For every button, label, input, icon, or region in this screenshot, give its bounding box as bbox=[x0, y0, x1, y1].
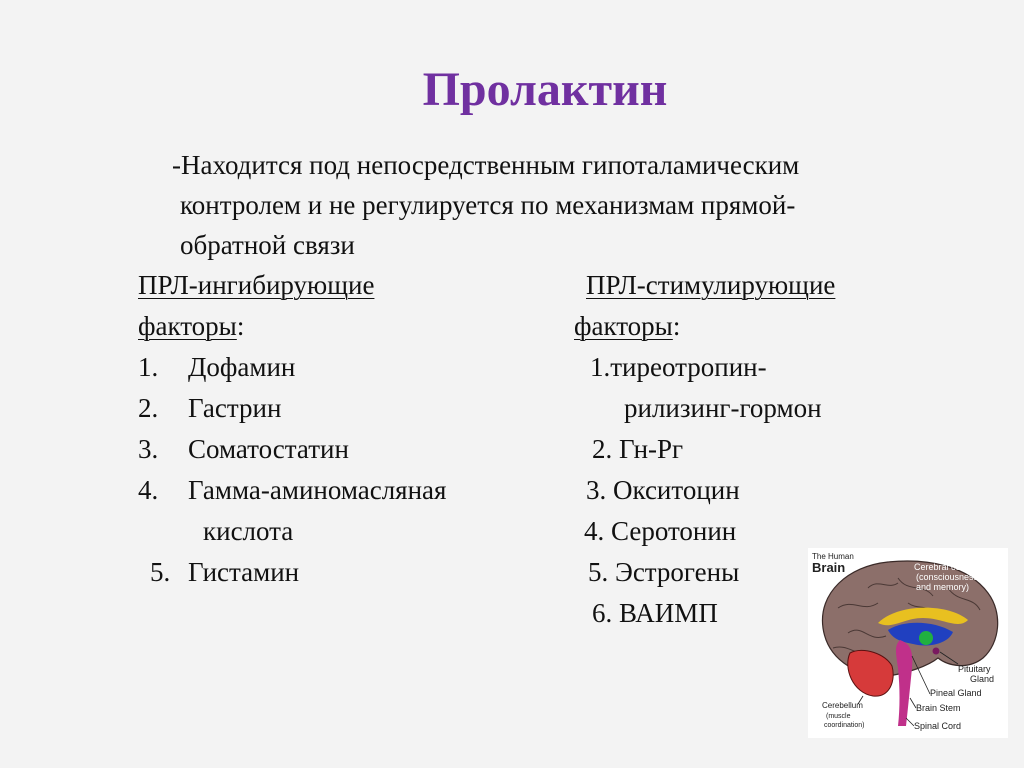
list-item: 4. Серотонин bbox=[584, 516, 737, 546]
brain-title-line2: Brain bbox=[812, 560, 846, 575]
list-item bbox=[138, 552, 446, 593]
inhibiting-heading-line1: ПРЛ-ингибирующие bbox=[138, 270, 375, 300]
inhibiting-heading-colon: : bbox=[236, 311, 245, 341]
label-pituitary-1: Pituitary bbox=[958, 664, 991, 674]
pituitary-shape bbox=[933, 648, 940, 655]
item-number: 3. bbox=[138, 434, 159, 464]
label-cerebellum-1: Cerebellum bbox=[822, 701, 863, 710]
label-brain-stem: Brain Stem bbox=[916, 703, 961, 713]
list-item bbox=[138, 347, 446, 388]
brain-diagram bbox=[808, 548, 1008, 738]
list-item: рилизинг-гормон bbox=[624, 393, 822, 423]
list-item bbox=[138, 511, 446, 552]
inhibiting-heading-line2: факторы bbox=[138, 311, 237, 341]
label-cortex-3: and memory) bbox=[916, 582, 970, 592]
intro-line-3: обратной связи bbox=[180, 230, 355, 260]
stimulating-heading-line1: ПРЛ-стимулирующие bbox=[586, 270, 836, 300]
slide-title: Пролактин bbox=[422, 63, 668, 116]
intro-line-1: -Находится под непосредственным гипоталамическим bbox=[172, 150, 800, 180]
list-item bbox=[138, 429, 446, 470]
item-text: Гамма-аминомасляная bbox=[188, 475, 447, 505]
stimulating-heading-colon: : bbox=[672, 311, 681, 341]
stimulating-heading-line2: факторы bbox=[574, 311, 673, 341]
list-item bbox=[138, 388, 446, 429]
stimulating-factors-list bbox=[574, 265, 836, 634]
brain-illustration bbox=[808, 548, 1008, 738]
intro-text bbox=[172, 145, 992, 265]
list-item: 1.тиреотропин- bbox=[590, 352, 767, 382]
item-text: Дофамин bbox=[188, 352, 296, 382]
item-number: 4. bbox=[138, 475, 159, 505]
label-cortex-2: (consciousness bbox=[916, 572, 979, 582]
list-item: 3. Окситоцин bbox=[586, 475, 740, 505]
inhibiting-factors-list bbox=[138, 265, 446, 593]
item-number: 2. bbox=[138, 393, 159, 423]
item-text: Соматостатин bbox=[188, 434, 349, 464]
label-pineal: Pineal Gland bbox=[930, 688, 982, 698]
item-text: кислота bbox=[203, 516, 294, 546]
brain-stem-shape bbox=[896, 640, 912, 726]
item-number: 1. bbox=[138, 352, 159, 382]
list-item: 6. ВАИМП bbox=[592, 598, 718, 628]
hypothalamus-shape bbox=[919, 631, 933, 645]
item-number: 5. bbox=[150, 557, 171, 587]
label-cerebellum-3: coordination) bbox=[824, 722, 865, 729]
label-cortex-1: Cerebral cortex bbox=[914, 562, 976, 572]
item-text: Гастрин bbox=[188, 393, 282, 423]
list-item: 2. Гн-Рг bbox=[592, 434, 684, 464]
label-pituitary-2: Gland bbox=[970, 674, 995, 684]
item-text: Гистамин bbox=[188, 557, 300, 587]
label-spinal-cord: Spinal Cord bbox=[914, 721, 962, 731]
list-item bbox=[138, 470, 446, 511]
brain-title-line1: The Human bbox=[812, 552, 854, 561]
intro-line-2: контролем и не регулируется по механизмам прямой- bbox=[180, 190, 796, 220]
list-item: 5. Эстрогены bbox=[588, 557, 740, 587]
label-cerebellum-2: (muscle bbox=[826, 713, 851, 720]
